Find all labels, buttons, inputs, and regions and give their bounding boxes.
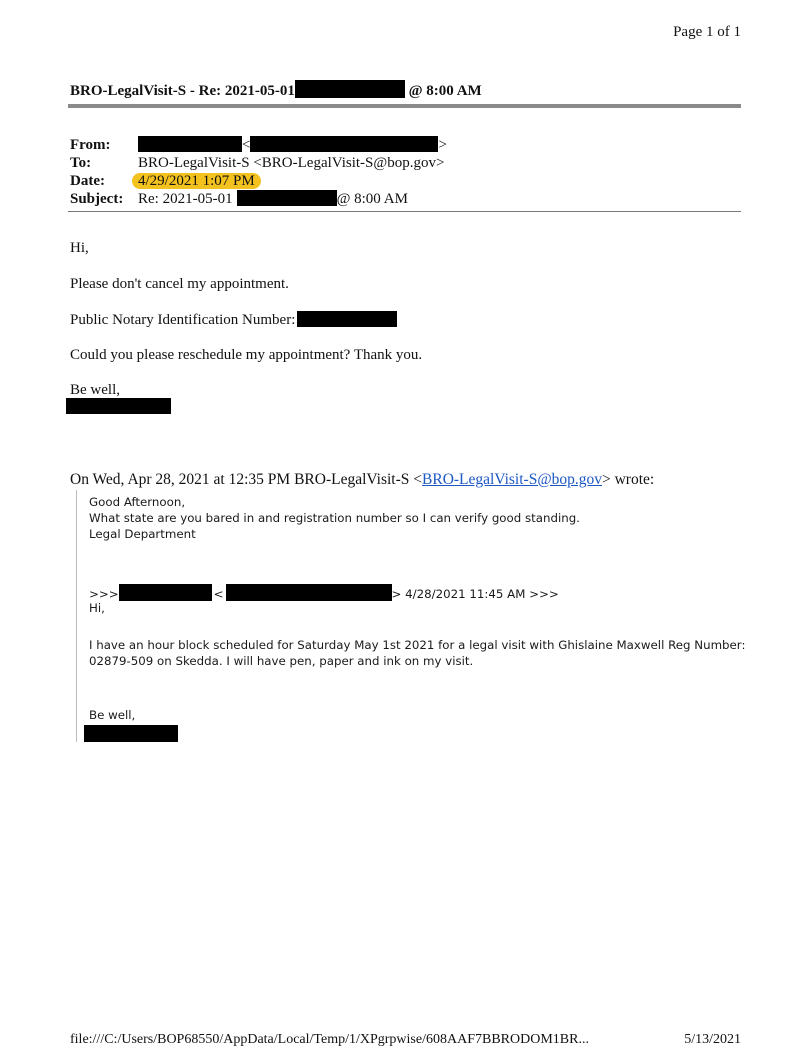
redaction-block xyxy=(250,136,438,152)
subject-suffix: @ 8:00 AM xyxy=(336,191,408,207)
quote-intro xyxy=(70,471,654,489)
redaction-block xyxy=(297,311,397,327)
orig-signoff: Be well, xyxy=(89,708,136,722)
email-header xyxy=(70,136,447,208)
document-title xyxy=(70,80,482,100)
from-open-bracket: < xyxy=(242,137,251,153)
notary-label: Public Notary Identification Number: xyxy=(70,312,296,328)
redaction-block xyxy=(138,136,242,152)
message-greeting: Hi, xyxy=(70,240,89,256)
reply-line-3: Legal Department xyxy=(89,527,196,541)
from-close-bracket: > xyxy=(438,137,447,153)
redaction-block xyxy=(226,584,392,601)
quote-bar xyxy=(76,490,77,742)
footer-path: file:///C:/Users/BOP68550/AppData/Local/Temp/1/XPgrpwise/608AAF7BBRODOM1BR... xyxy=(70,1032,589,1047)
to-row xyxy=(70,154,447,172)
subject-label: Subject: xyxy=(70,191,124,207)
email-link[interactable]: BRO-LegalVisit-S@bop.gov xyxy=(422,471,602,488)
orig-body-line-1: I have an hour block scheduled for Saturday May 1st 2021 for a legal visit with Ghislaine Maxwell Reg Number: xyxy=(89,638,746,652)
page-number: Page 1 of 1 xyxy=(673,24,741,40)
orig-suffix: > 4/28/2021 11:45 AM >>> xyxy=(391,587,559,601)
orig-body-line-2: 02879-509 on Skedda. I will have pen, paper and ink on my visit. xyxy=(89,654,474,668)
reply-block xyxy=(89,494,580,542)
message-line-reschedule: Could you please reschedule my appointment? Thank you. xyxy=(70,347,423,363)
to-value: BRO-LegalVisit-S <BRO-LegalVisit-S@bop.gov> xyxy=(138,155,445,171)
date-row xyxy=(70,172,447,190)
redaction-block xyxy=(119,584,212,601)
redaction-block xyxy=(295,80,405,98)
from-label: From: xyxy=(70,137,111,153)
header-divider xyxy=(68,211,741,212)
orig-greeting: Hi, xyxy=(89,601,105,615)
footer-date: 5/13/2021 xyxy=(684,1032,741,1047)
original-header-line xyxy=(89,584,559,601)
title-rule xyxy=(68,104,741,108)
from-row xyxy=(70,136,447,154)
to-label: To: xyxy=(70,155,92,171)
message-line-cancel: Please don't cancel my appointment. xyxy=(70,276,289,292)
redaction-block xyxy=(237,190,337,206)
title-suffix: @ 8:00 AM xyxy=(404,83,482,99)
orig-prefix: >>> xyxy=(89,587,119,601)
orig-open-bracket: < xyxy=(213,587,224,601)
signoff-text: Be well, xyxy=(70,382,120,398)
orig-signature-redaction xyxy=(84,725,178,742)
message-signoff xyxy=(70,382,120,399)
message-notary-line xyxy=(70,311,397,329)
subject-row xyxy=(70,190,447,208)
date-label: Date: xyxy=(70,173,105,189)
signature-redaction xyxy=(66,398,171,414)
date-value: 4/29/2021 1:07 PM xyxy=(132,173,261,189)
quote-intro-suffix: > wrote: xyxy=(601,471,655,488)
reply-line-1: Good Afternoon, xyxy=(89,495,186,509)
quote-intro-prefix: On Wed, Apr 28, 2021 at 12:35 PM BRO-LegalVisit-S < xyxy=(70,471,423,488)
reply-line-2: What state are you bared in and registration number so I can verify good standing. xyxy=(89,511,580,525)
title-prefix: BRO-LegalVisit-S - Re: 2021-05-01 xyxy=(70,83,295,99)
orig-body xyxy=(89,637,745,669)
subject-prefix: Re: 2021-05-01 xyxy=(138,191,233,207)
